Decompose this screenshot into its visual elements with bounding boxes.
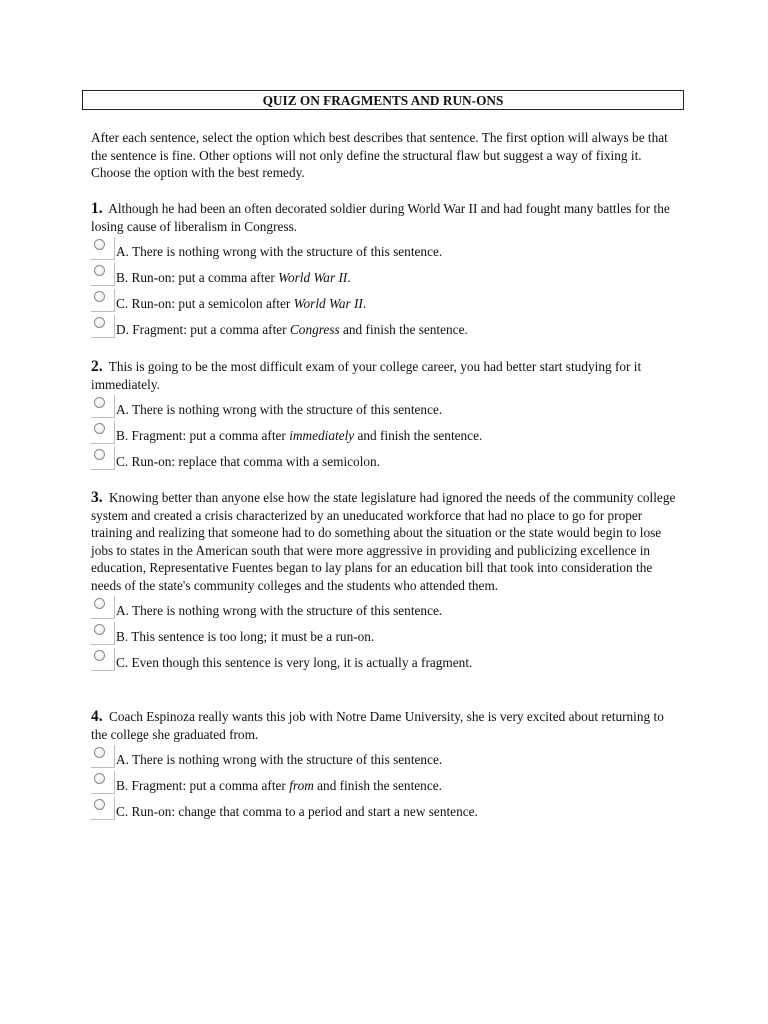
radio-button[interactable] xyxy=(91,289,115,312)
option-1c[interactable] xyxy=(91,287,681,313)
option-label: A. There is nothing wrong with the structure of this sentence. xyxy=(116,244,443,259)
question-3 xyxy=(91,489,681,672)
option-label: C. Run-on: change that comma to a period and start a new sentence. xyxy=(116,804,478,819)
option-2c[interactable] xyxy=(91,445,681,471)
radio-button[interactable] xyxy=(91,797,115,820)
radio-button[interactable] xyxy=(91,622,115,645)
option-label: B. Fragment: put a comma after immediately and finish the sentence. xyxy=(116,428,483,443)
option-label: D. Fragment: put a comma after Congress and finish the sentence. xyxy=(116,322,468,337)
option-label: C. Run-on: replace that comma with a semicolon. xyxy=(116,454,381,469)
radio-circle-icon xyxy=(94,650,105,661)
option-label: B. This sentence is too long; it must be a run-on. xyxy=(116,629,375,644)
option-2a[interactable] xyxy=(91,393,681,419)
radio-circle-icon xyxy=(94,423,105,434)
option-4c[interactable] xyxy=(91,795,681,821)
radio-button[interactable] xyxy=(91,447,115,470)
radio-button[interactable] xyxy=(91,237,115,260)
question-2-text xyxy=(91,358,681,393)
option-1b[interactable] xyxy=(91,261,681,287)
radio-button[interactable] xyxy=(91,421,115,444)
option-label: C. Even though this sentence is very long, it is actually a fragment. xyxy=(116,655,473,670)
question-prompt: Coach Espinoza really wants this job with Notre Dame University, she is very excited about returning to the college she graduated from. xyxy=(91,709,664,742)
question-prompt: This is going to be the most difficult exam of your college career, you had better start studying for it immediately. xyxy=(91,359,642,392)
question-number: 2. xyxy=(91,358,103,375)
radio-circle-icon xyxy=(94,239,105,250)
radio-circle-icon xyxy=(94,799,105,810)
radio-circle-icon xyxy=(94,397,105,408)
radio-button[interactable] xyxy=(91,263,115,286)
radio-circle-icon xyxy=(94,291,105,302)
question-2 xyxy=(91,358,681,471)
option-3c[interactable] xyxy=(91,646,681,672)
question-4-text xyxy=(91,708,681,743)
question-4 xyxy=(91,708,681,821)
radio-circle-icon xyxy=(94,598,105,609)
option-label: A. There is nothing wrong with the structure of this sentence. xyxy=(116,603,443,618)
question-prompt: Although he had been an often decorated soldier during World War II and had fought many battles for the losing cause of liberalism in Congress. xyxy=(91,201,670,234)
radio-circle-icon xyxy=(94,747,105,758)
radio-button[interactable] xyxy=(91,745,115,768)
radio-circle-icon xyxy=(94,773,105,784)
option-1d[interactable] xyxy=(91,313,681,339)
quiz-title: QUIZ ON FRAGMENTS AND RUN-ONS xyxy=(82,90,684,110)
option-2b[interactable] xyxy=(91,419,681,445)
radio-button[interactable] xyxy=(91,648,115,671)
question-1-text xyxy=(91,200,681,235)
option-label: B. Fragment: put a comma after from and finish the sentence. xyxy=(116,778,442,793)
radio-circle-icon xyxy=(94,624,105,635)
question-3-text xyxy=(91,489,681,594)
option-label: A. There is nothing wrong with the structure of this sentence. xyxy=(116,402,443,417)
instructions-paragraph: After each sentence, select the option which best describes that sentence. The first option will always be that the sentence is fine. Other options will not only define the structural flaw but suggest a way of fixing it. Choose the option with the best remedy. xyxy=(91,130,668,180)
radio-circle-icon xyxy=(94,449,105,460)
question-prompt: Knowing better than anyone else how the state legislature had ignored the needs of the community college system and created a crisis characterized by an uneducated workforce that had no place to go for proper training and realizing that someone had to do something about the situation or the state would begin to lose jobs to states in the American south that were more aggressive in providing and publicizing excellence in education, Representative Fuentes began to lay plans for an education bill that took into consideration the needs of the state's community colleges and the students who attended them. xyxy=(91,490,676,593)
option-3a[interactable] xyxy=(91,594,681,620)
radio-circle-icon xyxy=(94,317,105,328)
question-number: 1. xyxy=(91,200,103,217)
question-1 xyxy=(91,200,681,339)
question-number: 3. xyxy=(91,489,103,506)
question-number: 4. xyxy=(91,708,103,725)
radio-button[interactable] xyxy=(91,771,115,794)
option-4a[interactable] xyxy=(91,743,681,769)
radio-button[interactable] xyxy=(91,596,115,619)
radio-circle-icon xyxy=(94,265,105,276)
option-4b[interactable] xyxy=(91,769,681,795)
option-3b[interactable] xyxy=(91,620,681,646)
radio-button[interactable] xyxy=(91,395,115,418)
option-label: A. There is nothing wrong with the structure of this sentence. xyxy=(116,752,443,767)
option-1a[interactable] xyxy=(91,235,681,261)
radio-button[interactable] xyxy=(91,315,115,338)
option-label: C. Run-on: put a semicolon after World War II. xyxy=(116,296,367,311)
option-label: B. Run-on: put a comma after World War II. xyxy=(116,270,351,285)
